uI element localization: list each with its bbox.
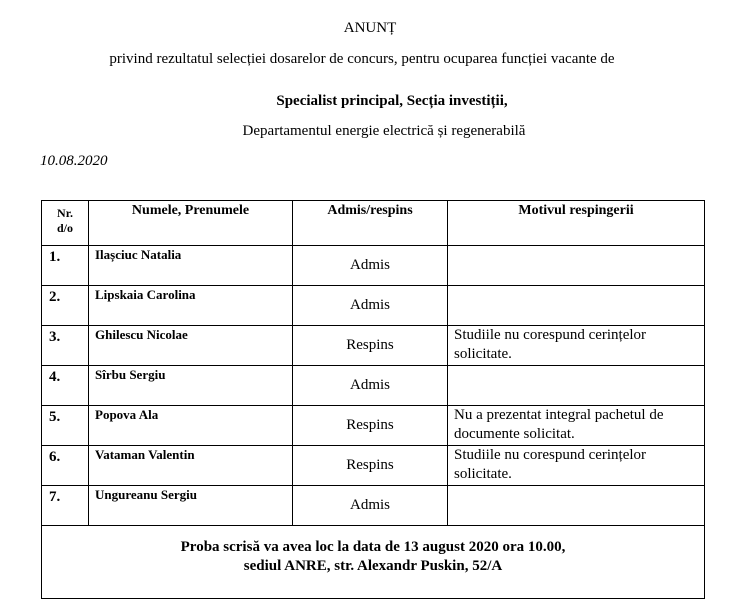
row-nr: 2. bbox=[42, 286, 89, 326]
row-status: Admis bbox=[293, 486, 448, 526]
position-title: Specialist principal, Secția investiții, bbox=[276, 93, 508, 109]
table-row bbox=[42, 286, 705, 326]
table-row bbox=[42, 486, 705, 526]
row-name: Popova Ala bbox=[89, 406, 293, 446]
document-subtitle: privind rezultatul selecției dosarelor de concurs, pentru ocuparea funcției vacante de bbox=[109, 51, 615, 67]
table-row bbox=[42, 366, 705, 406]
row-name: Vataman Valentin bbox=[89, 446, 293, 486]
header-nr-line2: d/o bbox=[56, 221, 73, 235]
row-name: Ilașciuc Natalia bbox=[89, 246, 293, 286]
header-status: Admis/respins bbox=[293, 201, 448, 246]
row-nr: 7. bbox=[42, 486, 89, 526]
row-reason bbox=[448, 486, 705, 526]
table-footer-row bbox=[42, 526, 705, 599]
row-status: Admis bbox=[293, 286, 448, 326]
row-reason: Studiile nu corespund cerințelor solicitate. bbox=[448, 326, 705, 366]
row-nr: 6. bbox=[42, 446, 89, 486]
table-row bbox=[42, 326, 705, 366]
table-header-row bbox=[42, 201, 705, 246]
row-nr: 5. bbox=[42, 406, 89, 446]
results-table bbox=[41, 200, 705, 599]
row-nr: 4. bbox=[42, 366, 89, 406]
row-reason bbox=[448, 246, 705, 286]
row-reason: Studiile nu corespund cerințelor solicitate. bbox=[448, 446, 705, 486]
row-reason bbox=[448, 366, 705, 406]
row-status: Respins bbox=[293, 446, 448, 486]
row-reason bbox=[448, 286, 705, 326]
header-nr-line1: Nr. bbox=[57, 206, 73, 220]
row-reason: Nu a prezentat integral pachetul de documente solicitat. bbox=[448, 406, 705, 446]
table-row bbox=[42, 246, 705, 286]
table-row bbox=[42, 406, 705, 446]
header-nr bbox=[42, 201, 89, 246]
exam-notice-line2: sediul ANRE, str. Alexandr Puskin, 52/A bbox=[243, 558, 503, 574]
row-name: Ungureanu Sergiu bbox=[89, 486, 293, 526]
row-status: Respins bbox=[293, 326, 448, 366]
department-name: Departamentul energie electrică și regenerabilă bbox=[242, 123, 526, 139]
row-status: Respins bbox=[293, 406, 448, 446]
row-status: Admis bbox=[293, 246, 448, 286]
header-reason: Motivul respingerii bbox=[448, 201, 705, 246]
exam-notice-line1: Proba scrisă va avea loc la data de 13 august 2020 ora 10.00, bbox=[180, 539, 566, 555]
row-name: Sîrbu Sergiu bbox=[89, 366, 293, 406]
document-date: 10.08.2020 bbox=[40, 153, 108, 169]
row-status: Admis bbox=[293, 366, 448, 406]
exam-notice bbox=[42, 526, 705, 599]
document-title: ANUNȚ bbox=[343, 20, 397, 36]
row-name: Ghilescu Nicolae bbox=[89, 326, 293, 366]
table-row bbox=[42, 446, 705, 486]
row-nr: 3. bbox=[42, 326, 89, 366]
row-nr: 1. bbox=[42, 246, 89, 286]
row-name: Lipskaia Carolina bbox=[89, 286, 293, 326]
header-name: Numele, Prenumele bbox=[89, 201, 293, 246]
